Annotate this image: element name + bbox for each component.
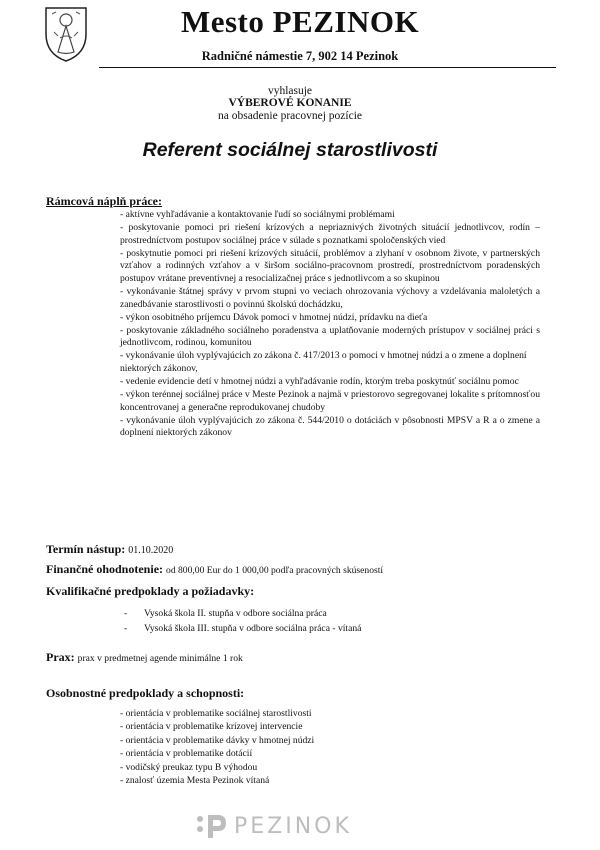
qualifications-list xyxy=(124,606,361,637)
salary-value: od 800,00 Eur do 1 000,00 podľa pracovných skúseností xyxy=(166,565,384,576)
header-divider xyxy=(99,67,556,68)
practice-label: Prax: xyxy=(46,650,75,664)
salary-label: Finančné ohodnotenie: xyxy=(46,562,164,576)
duty-item: - poskytovanie základného sociálneho poradenstva a uplatňovanie moderných prístupov v sociálnej práci s jednotlivcom, rodinou, komunitou xyxy=(120,324,540,349)
personal-item: - orientácia v problematike dotácií xyxy=(120,748,253,760)
duty-item: - vykonávanie úloh vyplývajúcich zo zákona č. 417/2013 o pomoci v hmotnej núdzi a o zmene a doplnení niektorých zákonov, xyxy=(120,350,527,375)
pezinok-logo-icon xyxy=(194,812,230,840)
personal-item: - orientácia v problematike dávky v hmotnej núdzi xyxy=(120,734,315,746)
announces-line: vyhlasuje xyxy=(267,85,313,97)
city-address: Radničné námestie 7, 902 14 Pezinok xyxy=(201,49,399,63)
personal-list xyxy=(120,707,314,788)
start-date-row xyxy=(46,542,173,557)
city-title: Mesto PEZINOK xyxy=(180,4,420,39)
qualification-bullet: - xyxy=(124,623,128,635)
qualification-bullet: - xyxy=(124,608,128,619)
start-date-label: Termín nástup: xyxy=(46,542,126,556)
duties-heading: Rámcová náplň práce: xyxy=(46,194,162,208)
duty-item: - výkon terénnej sociálnej práce v Meste Pezinok a najmä v priestorovo segregovanej lokalite s prítomnosťou koncentrovanej a generačne reprodukovanej chudoby xyxy=(120,388,540,413)
duty-item: - vykonávanie štátnej správy v prvom stupni vo veciach ohrozovania výchovy a vzdelávania maloletých a zanedbávanie starostlivosti o povinnú školskú dochádzku, xyxy=(120,286,540,310)
duty-item: - poskytovanie pomoci pri riešení krízových a nepriaznivých životných situácií jednotlivcov, rodín – prostredníctvom postupov sociálnej práce v súlade s poznatkami spoločenských vied xyxy=(120,221,540,246)
footer-brand: PEZINOK xyxy=(234,814,352,839)
personal-item: - orientácia v problematike krízovej intervencie xyxy=(120,721,303,733)
qualification-item xyxy=(124,621,361,636)
duties-list xyxy=(120,209,540,440)
practice-row xyxy=(46,650,243,665)
practice-value: prax v predmetnej agende minimálne 1 rok xyxy=(77,653,243,664)
duty-item: - výkon osobitného príjemcu Dávok pomoci v hmotnej núdzi, prídavku na dieťa xyxy=(120,311,428,323)
qualification-text: Vysoká škola III. stupňa v odbore sociálna práca - vítaná xyxy=(144,623,362,635)
personal-item: - vodičský preukaz typu B výhodou xyxy=(120,761,258,773)
personal-item: - znalosť územia Mesta Pezinok vítaná xyxy=(120,775,270,787)
duty-item: - vedenie evidencie detí v hmotnej núdzi a vyhľadávanie rodín, ktorým treba poskytnúť sociálnu pomoc xyxy=(120,375,519,387)
position-title: Referent sociálnej starostlivosti xyxy=(142,139,438,161)
qualifications-heading: Kvalifikačné predpoklady a požiadavky: xyxy=(46,584,255,598)
duty-item: - vykonávanie úloh vyplývajúcich zo zákona č. 544/2010 o dotáciách v pôsobnosti MPSV a R a o zmene a doplnení niektorých zákonov xyxy=(120,414,540,439)
qualification-item xyxy=(124,606,361,621)
salary-row xyxy=(46,562,383,577)
qualification-text: Vysoká škola II. stupňa v odbore sociálna práca xyxy=(144,608,327,619)
selection-procedure-title: VÝBEROVÉ KONANIE xyxy=(228,97,352,109)
duty-item: - aktívne vyhľadávanie a kontaktovanie ľudí so sociálnymi problémami xyxy=(120,209,395,220)
personal-item: - orientácia v problematike sociálnej starostlivosti xyxy=(120,708,312,719)
position-fill-line: na obsadenie pracovnej pozície xyxy=(217,110,362,122)
personal-heading: Osobnostné predpoklady a schopnosti: xyxy=(46,686,245,700)
start-date-value: 01.10.2020 xyxy=(128,545,174,556)
duty-item: - poskytnutie pomoci pri riešení krízových situácií, problémov a zlyhaní v osobnom živote, v partnerských vzťahov a rodinných vzťahov a v širšom sociálno-pracovnom prostredí, prostredníctvom poradenských postupov vrátane preventívnej a resocializačnej práce s jednotlivcom a so skupinou xyxy=(120,247,540,285)
